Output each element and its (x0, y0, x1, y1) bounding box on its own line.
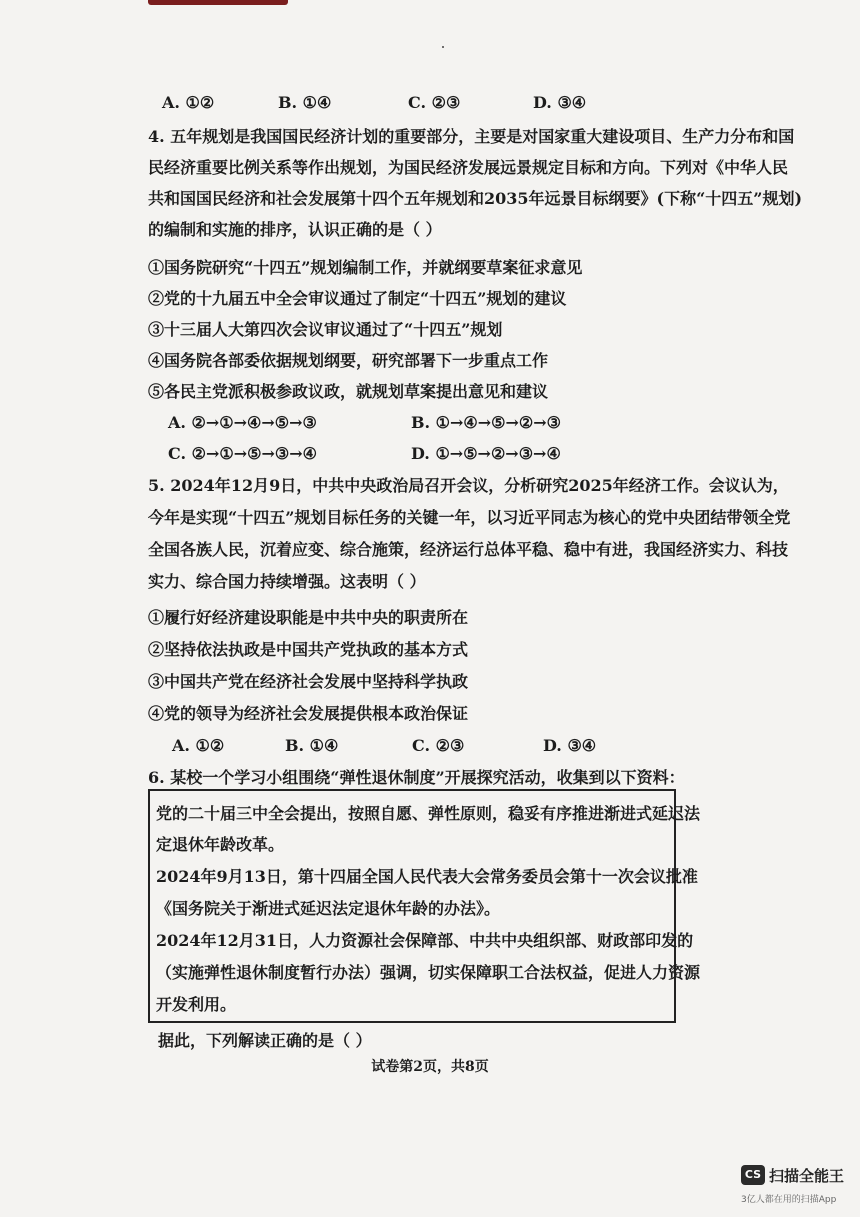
q5-stem-line: 5. 2024年12月9日，中共中央政治局召开会议，分析研究2025年经济工作。会议认为， (148, 476, 789, 495)
q4-option-b: B. ①→④→⑤→②→③ (411, 413, 562, 432)
q5-stem-line: 全国各族人民，沉着应变、综合施策，经济运行总体平稳、稳中有进，我国经济实力、科技 (148, 540, 789, 559)
q4-option-d: D. ①→⑤→②→③→④ (411, 444, 561, 463)
q6-material-line: 2024年12月31日，人力资源社会保障部、中共中央组织部、财政部印发的 (156, 931, 694, 950)
q6-material-line: 党的二十届三中全会提出，按照自愿、弹性原则，稳妥有序推进渐进式延迟法 (156, 804, 701, 823)
q5-item: ④党的领导为经济社会发展提供根本政治保证 (148, 704, 469, 723)
speck (442, 46, 444, 48)
q5-option-c: C. ②③ (412, 736, 465, 755)
q4-item: ①国务院研究“十四五”规划编制工作，并就纲要草案征求意见 (148, 258, 583, 277)
camscanner-tagline: 3亿人都在用的扫描App (741, 1195, 837, 1205)
top-edge-mark (148, 0, 288, 5)
q6-material-line: 《国务院关于渐进式延迟法定退休年龄的办法》。 (156, 899, 501, 918)
camscanner-logo: CS (741, 1165, 765, 1185)
q6-material-line: 定退休年龄改革。 (156, 835, 285, 854)
q5-stem-line: 实力、综合国力持续增强。这表明（ ） (148, 572, 426, 591)
q4-stem-line: 共和国国民经济和社会发展第十四个五年规划和2035年远景目标纲要》(下称“十四五”规划) (148, 189, 803, 208)
q3-option-d: D. ③④ (533, 93, 587, 112)
q6-material-line: （实施弹性退休制度暂行办法）强调，切实保障职工合法权益，促进人力资源 (156, 963, 701, 982)
q5-item: ②坚持依法执政是中国共产党执政的基本方式 (148, 640, 469, 659)
q5-item: ①履行好经济建设职能是中共中央的职责所在 (148, 608, 469, 627)
q5-option-b: B. ①④ (285, 736, 339, 755)
q4-item: ②党的十九届五中全会审议通过了制定“十四五”规划的建议 (148, 289, 567, 308)
q5-option-d: D. ③④ (543, 736, 597, 755)
q5-option-a: A. ①② (172, 736, 225, 755)
page-footer: 试卷第2页，共8页 (371, 1059, 489, 1075)
q4-item: ④国务院各部委依据规划纲要，研究部署下一步重点工作 (148, 351, 549, 370)
q3-option-b: B. ①④ (278, 93, 332, 112)
q4-item: ⑤各民主党派积极参政议政，就规划草案提出意见和建议 (148, 382, 549, 401)
q4-stem-line: 的编制和实施的排序，认识正确的是（ ） (148, 220, 442, 239)
q5-stem-line: 今年是实现“十四五”规划目标任务的关键一年，以习近平同志为核心的党中央团结带领全党 (148, 508, 791, 527)
q6-question: 据此，下列解读正确的是（ ） (158, 1031, 372, 1050)
q4-stem-line: 4. 五年规划是我国国民经济计划的重要部分，主要是对国家重大建设项目、生产力分布和国 (148, 127, 795, 146)
q4-item: ③十三届人大第四次会议审议通过了“十四五”规划 (148, 320, 503, 339)
q4-option-c: C. ②→①→⑤→③→④ (168, 444, 317, 463)
q3-option-a: A. ①② (162, 93, 215, 112)
q6-material-line: 开发利用。 (156, 995, 237, 1014)
q6-material-line: 2024年9月13日，第十四届全国人民代表大会常务委员会第十一次会议批准 (156, 867, 698, 886)
camscanner-name: 扫描全能王 (769, 1167, 845, 1185)
q4-stem-line: 民经济重要比例关系等作出规划，为国民经济发展远景规定目标和方向。下列对《中华人民 (148, 158, 789, 177)
q6-stem: 6. 某校一个学习小组围绕“弹性退休制度”开展探究活动，收集到以下资料： (148, 768, 685, 787)
q4-option-a: A. ②→①→④→⑤→③ (168, 413, 317, 432)
q5-item: ③中国共产党在经济社会发展中坚持科学执政 (148, 672, 469, 691)
q3-option-c: C. ②③ (408, 93, 461, 112)
